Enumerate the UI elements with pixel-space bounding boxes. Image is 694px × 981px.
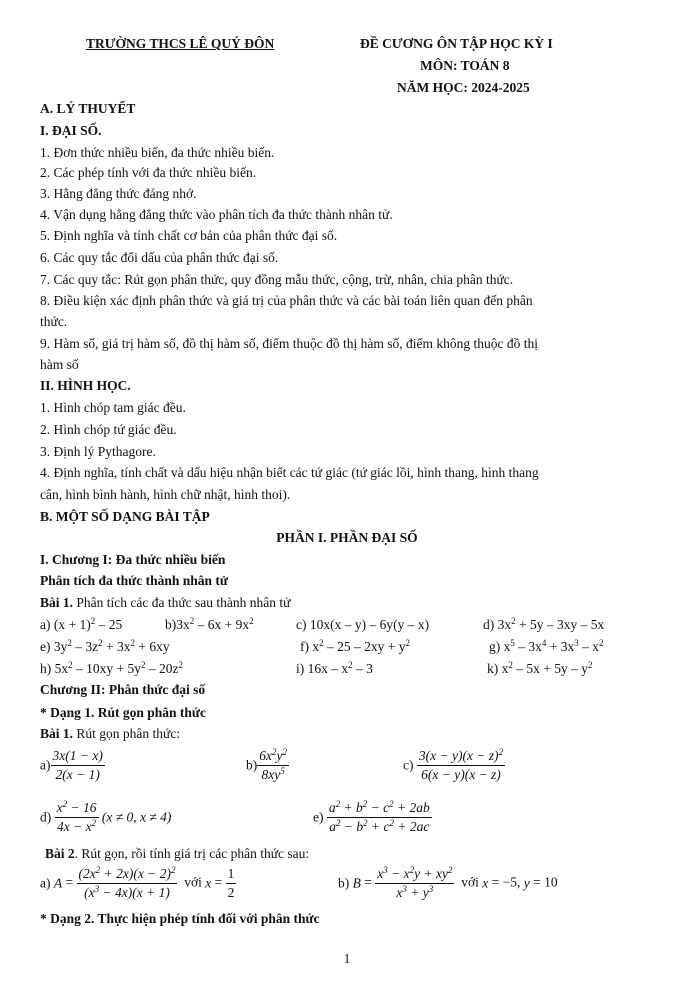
- section-a-heading: A. LÝ THUYẾT: [40, 101, 136, 116]
- exercise-item-g: g) $x^5 - 3x^4 + 3x^3 - x^2$: [489, 638, 604, 654]
- exercise-item-e: e) $3y^2 - 3z^2 + 3x^2 + 6xy$: [40, 638, 170, 654]
- algebra-heading: I. ĐẠI SỐ.: [40, 123, 102, 138]
- algebra-item: 8. Điều kiện xác định phân thức và giá trị của phân thức và các bài toán liên quan đến phân: [40, 293, 533, 308]
- algebra-item: 2. Các phép tính với đa thức nhiều biến.: [40, 165, 257, 180]
- exercise-item-b: $b)3x^2 - 6x + 9x^2$: [165, 616, 254, 632]
- chapter-1-heading: I. Chương I: Đa thức nhiều biến: [40, 552, 226, 567]
- algebra-item: 3. Hằng đẳng thức đáng nhớ.: [40, 186, 197, 201]
- algebra-item: 6. Các quy tắc đổi dấu của phân thức đại số.: [40, 250, 279, 265]
- section-b-heading: B. MỘT SỐ DẠNG BÀI TẬP: [40, 509, 210, 524]
- algebra-item: 7. Các quy tắc: Rút gọn phân thức, quy đồng mẫu thức, cộng, trừ, nhân, chia phân thức.: [40, 272, 514, 287]
- exercise-simplify-prompt: Bài 1. Rút gọn phân thức:: [40, 726, 181, 741]
- page-number: 1: [343, 951, 351, 966]
- algebra-item: 4. Vận dụng hằng đẳng thức vào phân tích đa thức thành nhân tử.: [40, 207, 393, 222]
- geometry-item: 3. Định lý Pythagore.: [40, 444, 156, 459]
- exercise-item-c: c) 10x(x – y) – 6y(y – x): [296, 617, 430, 632]
- exercise-item-a: a) $(x + 1)^2 - 25$: [40, 616, 123, 632]
- exercise-item-h: h) $5x^2 - 10xy + 5y^2 - 20z^2$: [40, 660, 183, 676]
- fraction-item-b: b) $\frac{6x^2y^2}{8xy^5}$: [246, 747, 287, 782]
- school-year: NĂM HỌC: 2024-2025: [397, 80, 530, 95]
- exercise-1-prompt: Bài 1. Phân tích các đa thức sau thành nhân tử: [40, 595, 291, 610]
- type-2-heading: * Dạng 2. Thực hiện phép tính đối với phân thức: [40, 911, 320, 926]
- algebra-item: thức.: [40, 314, 68, 329]
- school-name: TRƯỜNG THCS LÊ QUÝ ĐÔN: [86, 36, 275, 51]
- geometry-heading: II. HÌNH HỌC.: [40, 378, 131, 393]
- topic-heading: Phân tích đa thức thành nhân tử: [40, 573, 229, 588]
- geometry-item: cân, hình bình hành, hình chữ nhật, hình thoi).: [40, 487, 291, 502]
- document-title: ĐỀ CƯƠNG ÔN TẬP HỌC KỲ I: [360, 36, 553, 51]
- algebra-item: 9. Hàm số, giá trị hàm số, đồ thị hàm số, điểm thuộc đồ thị hàm số, điểm không thuộc đồ thị: [40, 336, 538, 351]
- geometry-item: 2. Hình chóp tứ giác đều.: [40, 422, 177, 437]
- fraction-item-c: c) $\frac{3(x - y)(x - z)^2}{6(x - y)(x - z)}$: [403, 747, 504, 782]
- geometry-item: 4. Định nghĩa, tính chất và dấu hiệu nhận biết các tứ giác (tứ giác lồi, hình thang, hình thang: [40, 465, 539, 480]
- subject-line: MÔN: TOÁN 8: [420, 58, 510, 73]
- exercise-item-d: d) $3x^2 + 5y - 3xy - 5x$: [483, 616, 605, 632]
- fraction-item-a: a) $\frac{3x(1 - x)}{2(x - 1)}$: [40, 748, 103, 782]
- exercise-item-k: k) $x^2 - 5x + 5y - y^2$: [487, 660, 593, 676]
- algebra-item: 5. Định nghĩa và tính chất cơ bản của phân thức đại số.: [40, 228, 338, 243]
- algebra-item: hàm số: [40, 357, 79, 372]
- type-1-heading: * Dạng 1. Rút gọn phân thức: [40, 705, 207, 720]
- evaluate-item-b: b) B = $\frac{x^3 - x^2y + xy^2}{x^3 + y^3}$ với x = −5, y = 10: [338, 865, 558, 900]
- fraction-item-d: d) $\frac{x^2 - 16}{4x - x^2}$ (x ≠ 0, x ≠ 4): [40, 799, 172, 834]
- part-heading: PHẦN I. PHẦN ĐẠI SỐ: [276, 530, 418, 545]
- exercise-2-prompt: Bài 2. Rút gọn, rồi tính giá trị các phân thức sau:: [45, 846, 310, 861]
- fraction-item-e: e) $\frac{a^2 + b^2 - c^2 + 2ab}{a^2 - b^2 + c^2 + 2ac}$: [313, 799, 430, 834]
- algebra-item: 1. Đơn thức nhiều biến, đa thức nhiều biến.: [40, 145, 275, 160]
- exercise-item-i: i) $16x - x^2 - 3$: [296, 660, 373, 676]
- chapter-2-heading: Chương II: Phân thức đại số: [40, 682, 206, 697]
- geometry-item: 1. Hình chóp tam giác đều.: [40, 400, 186, 415]
- exercise-item-f: f) $x^2 - 25 - 2xy + y^2$: [300, 638, 410, 654]
- evaluate-item-a: a) A = $\frac{(2x^2 + 2x)(x - 2)^2}{(x^3 - 4x)(x + 1)}$ với x = $\frac{1}{2}$: [40, 865, 235, 900]
